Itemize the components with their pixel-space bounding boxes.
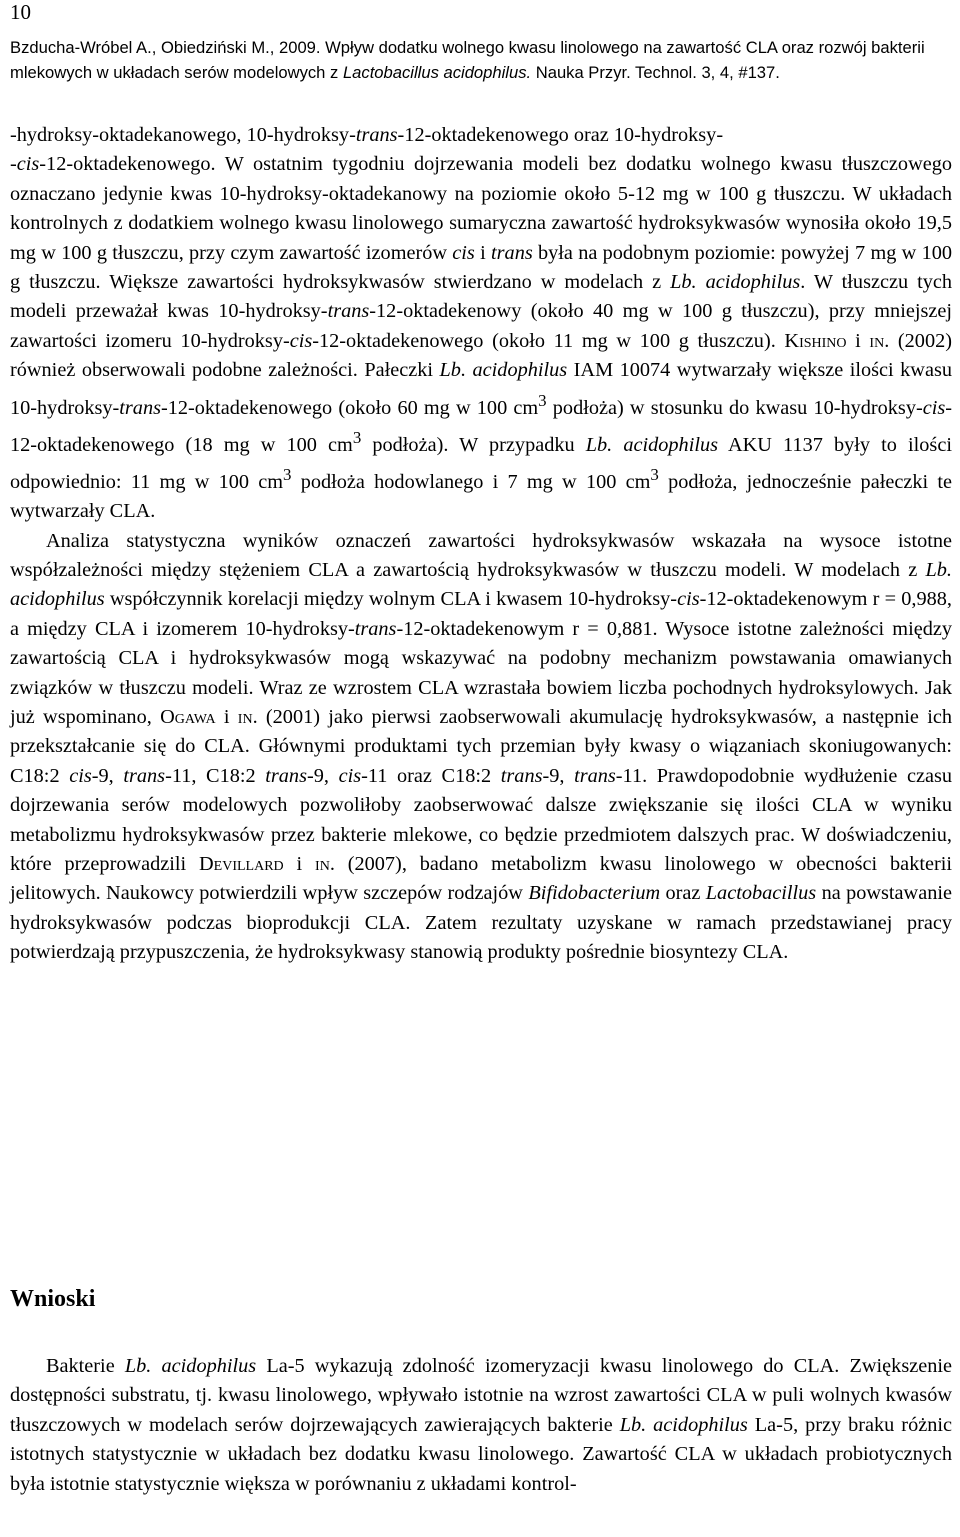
paragraph-2: Analiza statystyczna wyników oznaczeń zawartości hydroksykwasów wskazała na wysoce istotne współzależności między stężeniem CLA a zawartością hydroksykwasów w tłuszczu modeli. W modelach z Lb. acidophilus współczynnik korelacji między wolnym CLA i kwasem 10-hydroksy-cis-12-oktadekenowym r = 0,988, a między CLA i izomerem 10-hydroksy-trans-12-oktadekenowym r = 0,881. Wysoce istotne zależności między zawartością CLA i hydroksykwasów mogą wskazywać na podobny mechanizm powstawania omawianych związków w tłuszczu modeli. Wraz ze wzrostem CLA wzrastała bowiem liczba pochodnych hydroksylowych. Jak już wspominano, Ogawa i in. (2001) jako pierwsi zaobserwowali akumulację hydroksykwasów, a następnie ich przekształcanie się do CLA. Głównymi produktami tych przemian były kwasy o wiązaniach skoniugowanych: C18:2 cis-9, trans-11, C18:2 trans-9, cis-11 oraz C18:2 trans-9, trans-11. Prawdopodobnie wydłużenie czasu dojrzewania serów modelowych pozwoliłoby zaobserwować dalsze zwiększanie się ilości CLA w wyniku metabolizmu hydroksykwasów przez bakterie mlekowe, co będzie przedmiotem dalszych prac. W doświadczeniu, które przeprowadzili Devillard i in. (2007), badano metabolizm kwasu linolowego w obecności bakterii jelitowych. Naukowcy potwierdzili wpływ szczepów rodzajów Bifidobacterium oraz Lactobacillus na powstawanie hydroksykwasów podczas bioprodukcji CLA. Zatem rezultaty uzyskane w ramach przedstawianej pracy potwierdzają przypuszczenia, że hydroksykwasy stanowią produkty pośrednie biosyntezy CLA. — [10, 529, 953, 964]
conclusions-paragraph: Bakterie Lb. acidophilus La-5 wykazują zdolność izomeryzacji kwasu linolowego do CLA. Zwiększenie dostępności substratu, tj. kwasu linolowego, wpływało istotnie na wzrost zawartości CLA w puli wolnych kwasów tłuszczowych w modelach serów dojrzewających zawierających bakterie Lb. acidophilus La-5, przy braku różnic istotnych statystycznie w układach bez dodatku kwasu linolowego. Zawartość CLA w układach probiotycznych była istotnie statystycznie większa w porównaniu z układami kontrol- — [10, 1355, 952, 1495]
citation-text: Bzducha-Wróbel A., Obiedziński M., 2009. Wpływ dodatku wolnego kwasu linolowego na zawartość CLA oraz rozwój bakterii mlekowych w układach serów modelowych z — [10, 38, 925, 82]
citation-header — [10, 35, 950, 85]
citation-species: Lactobacillus acidophilus. — [342, 63, 532, 82]
section-heading-conclusions: Wnioski — [10, 1286, 96, 1312]
body-text — [10, 121, 952, 968]
conclusions-text — [10, 1352, 952, 1499]
page-number: 10 — [10, 0, 31, 24]
paragraph-1: -hydroksy-oktadekanowego, 10-hydroksy-trans-12-oktadekenowego oraz 10-hydroksy- -cis-12-oktadekenowego. W ostatnim tygodniu dojrzewania modeli bez dodatku wolnego kwasu tłuszczowego oznaczano jedynie kwas 10-hydroksy-oktadekanowy na poziomie około 5-12 mg w 100 g tłuszczu. W układach kontrolnych z dodatkiem wolnego kwasu linolowego sumaryczna zawartość hydroksykwasów wynosiła około 19,5 mg w 100 g tłuszczu, przy czym zawartość izomerów cis i trans była na podobnym poziomie: powyżej 7 mg w 100 g tłuszczu. Większe zawartości hydroksykwasów stwierdzano w modelach z Lb. acidophilus. W tłuszczu tych modeli przeważał kwas 10-hydroksy-trans-12-oktadekenowy (około 40 mg w 100 g tłuszczu), przy mniejszej zawartości izomeru 10-hydroksy-cis-12-oktadekenowego (około 11 mg w 100 g tłuszczu). Kishino i in. (2002) również obserwowali podobne zależności. Pałeczki Lb. acidophilus IAM 10074 wytwarzały większe ilości kwasu 10-hydroksy-trans-12-oktadekenowego (około 60 mg w 100 $cm^3$ podłoża) w stosunku do kwasu 10-hydroksy-cis-12-oktadekenowego (18 mg w 100 $cm^3$ podłoża). W przypadku Lb. acidophilus AKU 1137 były to ilości odpowiednio: 11 mg w 100 $cm^3$ podłoża hodowlanego i 7 mg w 100 $cm^3$ podłoża, jednocześnie pałeczki te wytwarzały CLA. — [10, 124, 953, 523]
citation-journal: Nauka Przyr. Technol. 3, 4, #137. — [531, 63, 780, 82]
